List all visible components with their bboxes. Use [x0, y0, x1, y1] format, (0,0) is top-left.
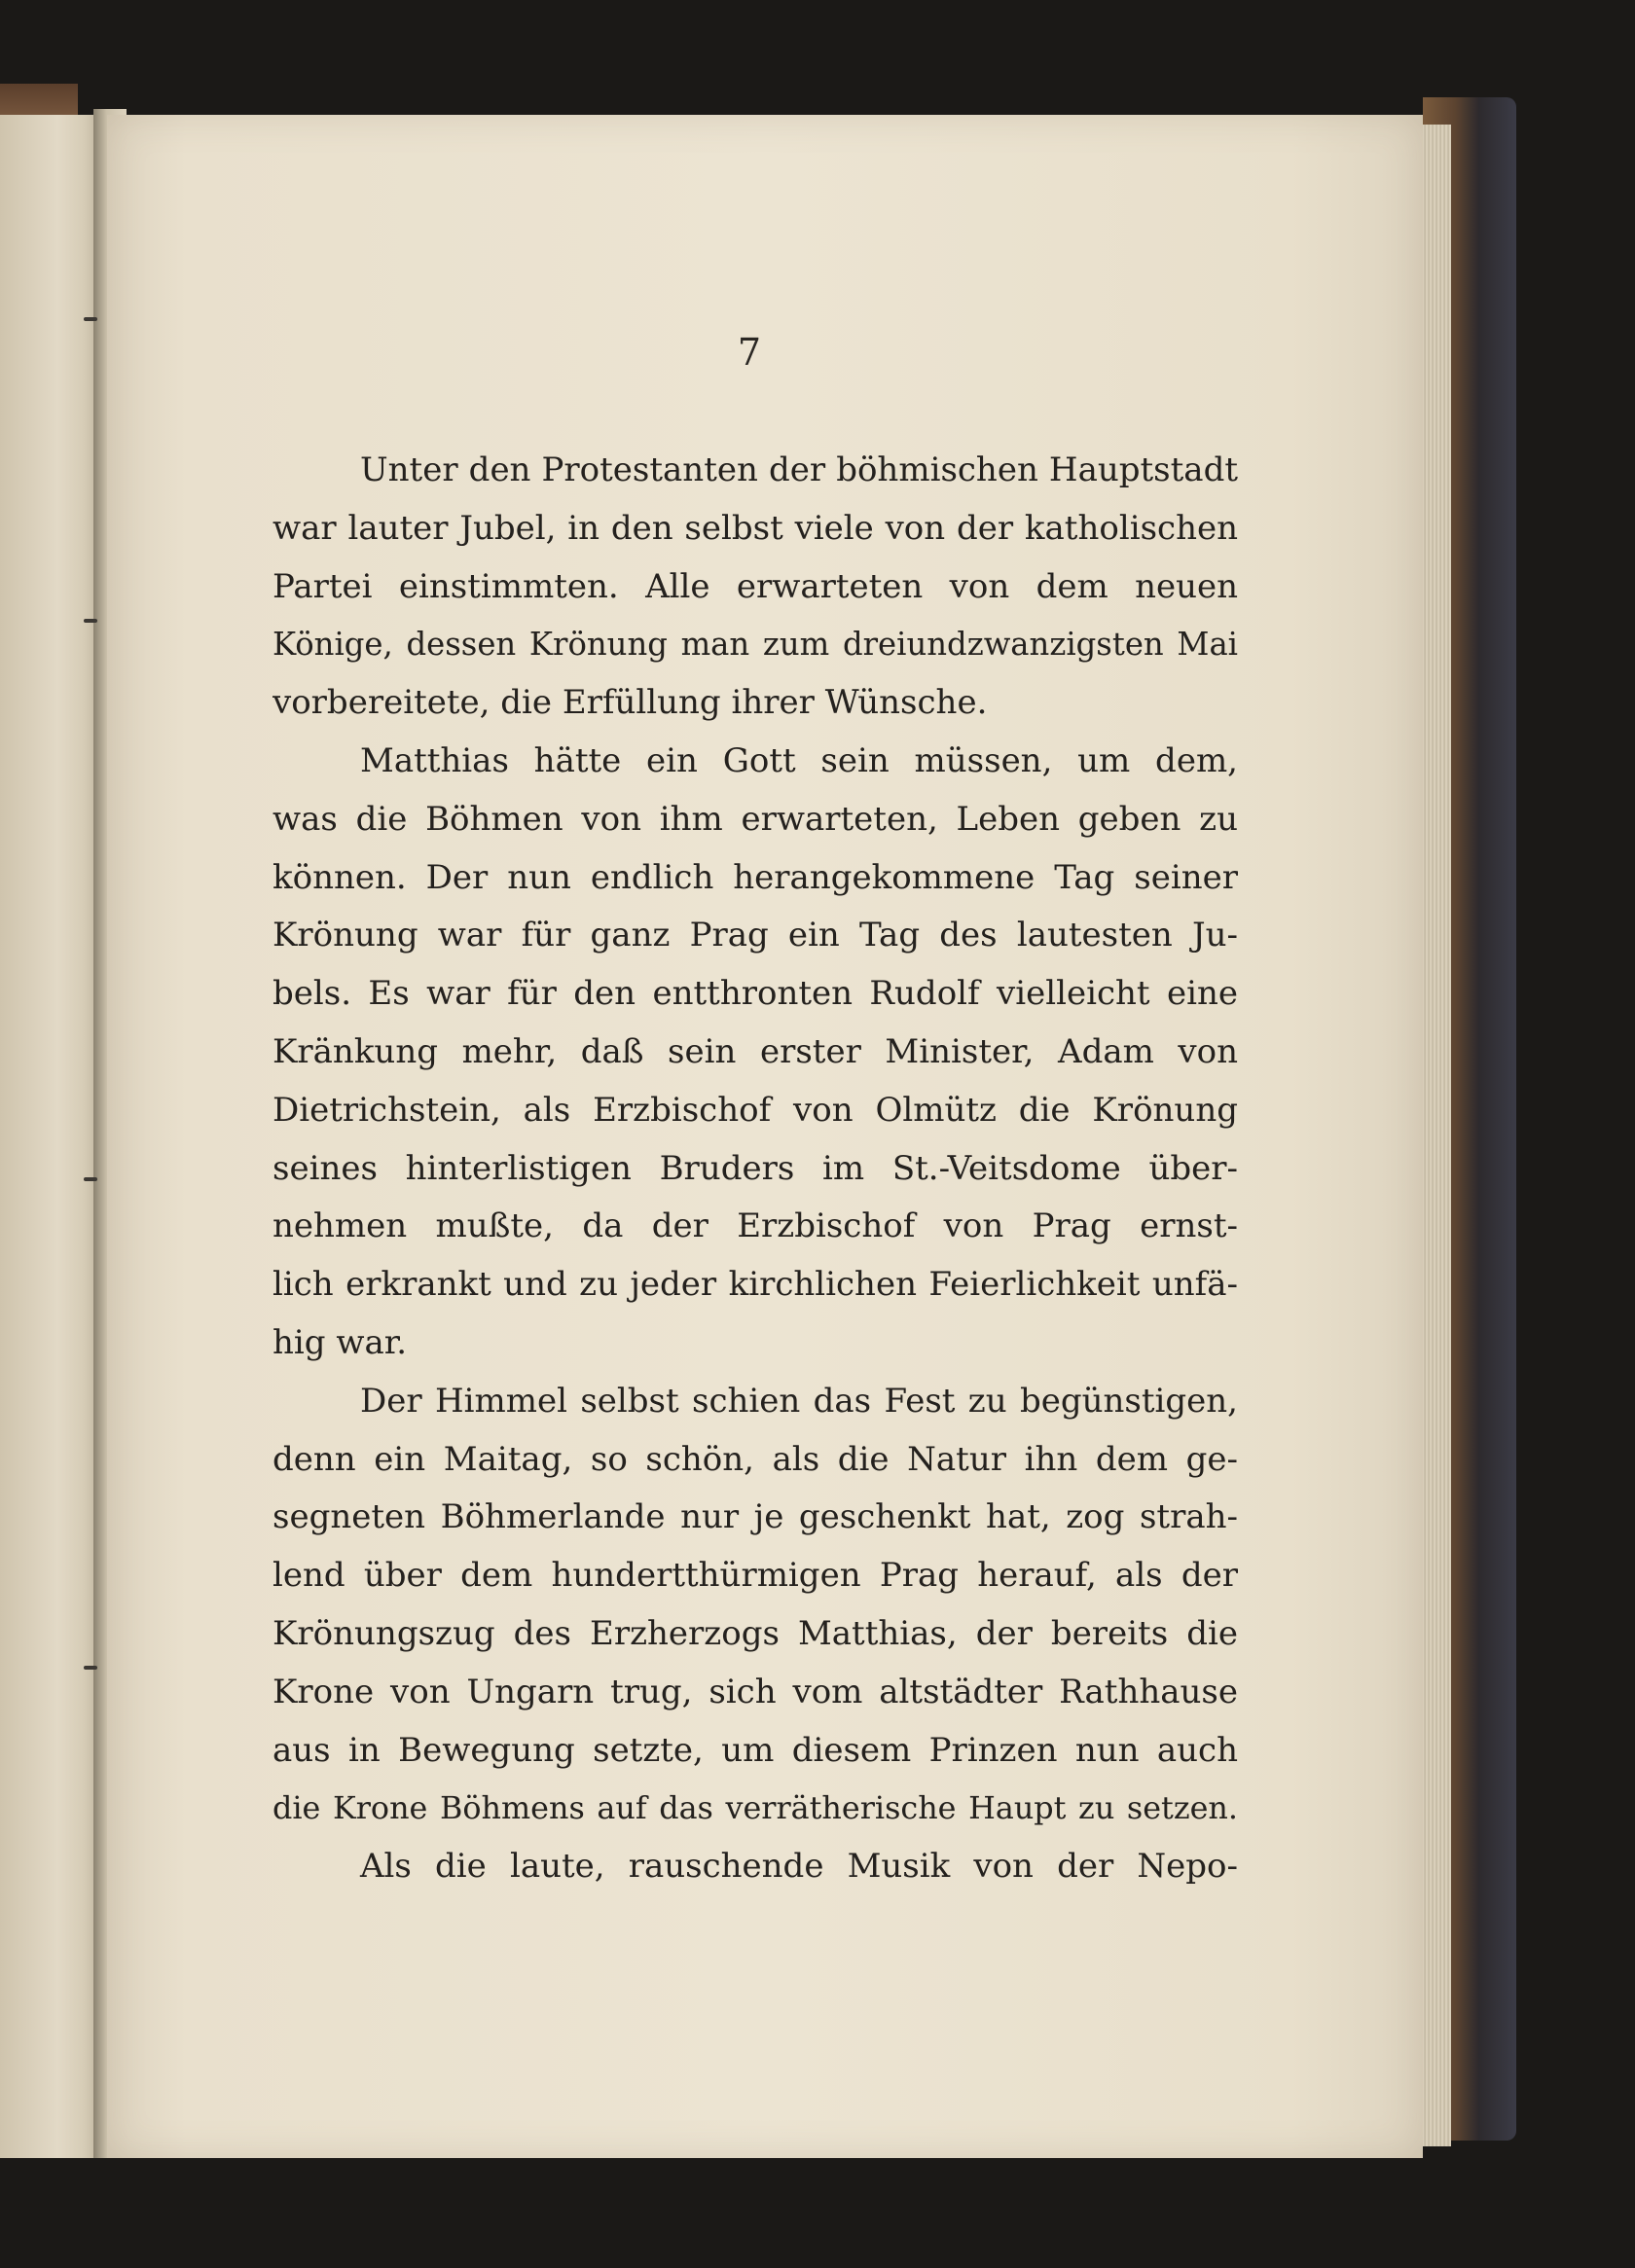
page-number: 7 [737, 331, 762, 374]
background-bottom [0, 2158, 1635, 2268]
text-line: Kränkung mehr, daß sein erster Minister, Adam von [272, 1031, 1238, 1071]
text-line: nehmen mußte, da der Erzbischof von Prag ernst- [272, 1206, 1238, 1246]
text-line: Als die laute, rauschende Musik von der Nepo- [360, 1847, 1238, 1887]
text-line: Krönungszug des Erzherzogs Matthias, der bereits die [272, 1613, 1238, 1653]
text-line: die Krone Böhmens auf das verrätherische Haupt zu setzen. [272, 1789, 1238, 1827]
text-line: segneten Böhmerlande nur je geschenkt hat, zog strah- [272, 1497, 1238, 1537]
text-line: Krone von Ungarn trug, sich vom altstädter Rathhause [272, 1672, 1238, 1711]
text-line: Könige, dessen Krönung man zum dreiundzwanzigsten Mai [272, 626, 1238, 664]
body-text [272, 442, 1238, 1896]
text-line: vorbereitete, die Erfüllung ihrer Wünsche. [272, 683, 988, 723]
text-line: lich erkrankt und zu jeder kirchlichen Feierlichkeit unfä- [272, 1265, 1238, 1305]
stitch-mark [84, 619, 97, 623]
text-line: war lauter Jubel, in den selbst viele von der katholischen [272, 508, 1238, 548]
stitch-mark [84, 1177, 97, 1181]
text-line: Der Himmel selbst schien das Fest zu begünstigen, [360, 1381, 1238, 1421]
text-line: Matthias hätte ein Gott sein müssen, um dem, [360, 740, 1238, 780]
stitch-mark [84, 317, 97, 321]
text-line: Partei einstimmten. Alle erwarteten von dem neuen [272, 566, 1238, 606]
text-line: lend über dem hundertthürmigen Prag herauf, als der [272, 1556, 1238, 1596]
text-line: aus in Bewegung setzte, um diesem Prinzen nun auch [272, 1730, 1238, 1770]
text-line: denn ein Maitag, so schön, als die Natur ihn dem ge- [272, 1439, 1238, 1479]
left-page [0, 115, 105, 2168]
text-line: hig war. [272, 1322, 408, 1362]
text-line: können. Der nun endlich herangekommene Tag seiner [272, 857, 1238, 897]
text-line: Unter den Protestanten der böhmischen Hauptstadt [360, 450, 1238, 489]
text-line: was die Böhmen von ihm erwarteten, Leben geben zu [272, 799, 1238, 839]
text-line: bels. Es war für den entthronten Rudolf vielleicht eine [272, 974, 1238, 1014]
stitch-mark [84, 1666, 97, 1670]
text-line: seines hinterlistigen Bruders im St.-Veitsdome über- [272, 1148, 1238, 1188]
text-line: Dietrichstein, als Erzbischof von Olmütz die Krönung [272, 1090, 1238, 1130]
text-line: Krönung war für ganz Prag ein Tag des lautesten Ju- [272, 916, 1238, 955]
